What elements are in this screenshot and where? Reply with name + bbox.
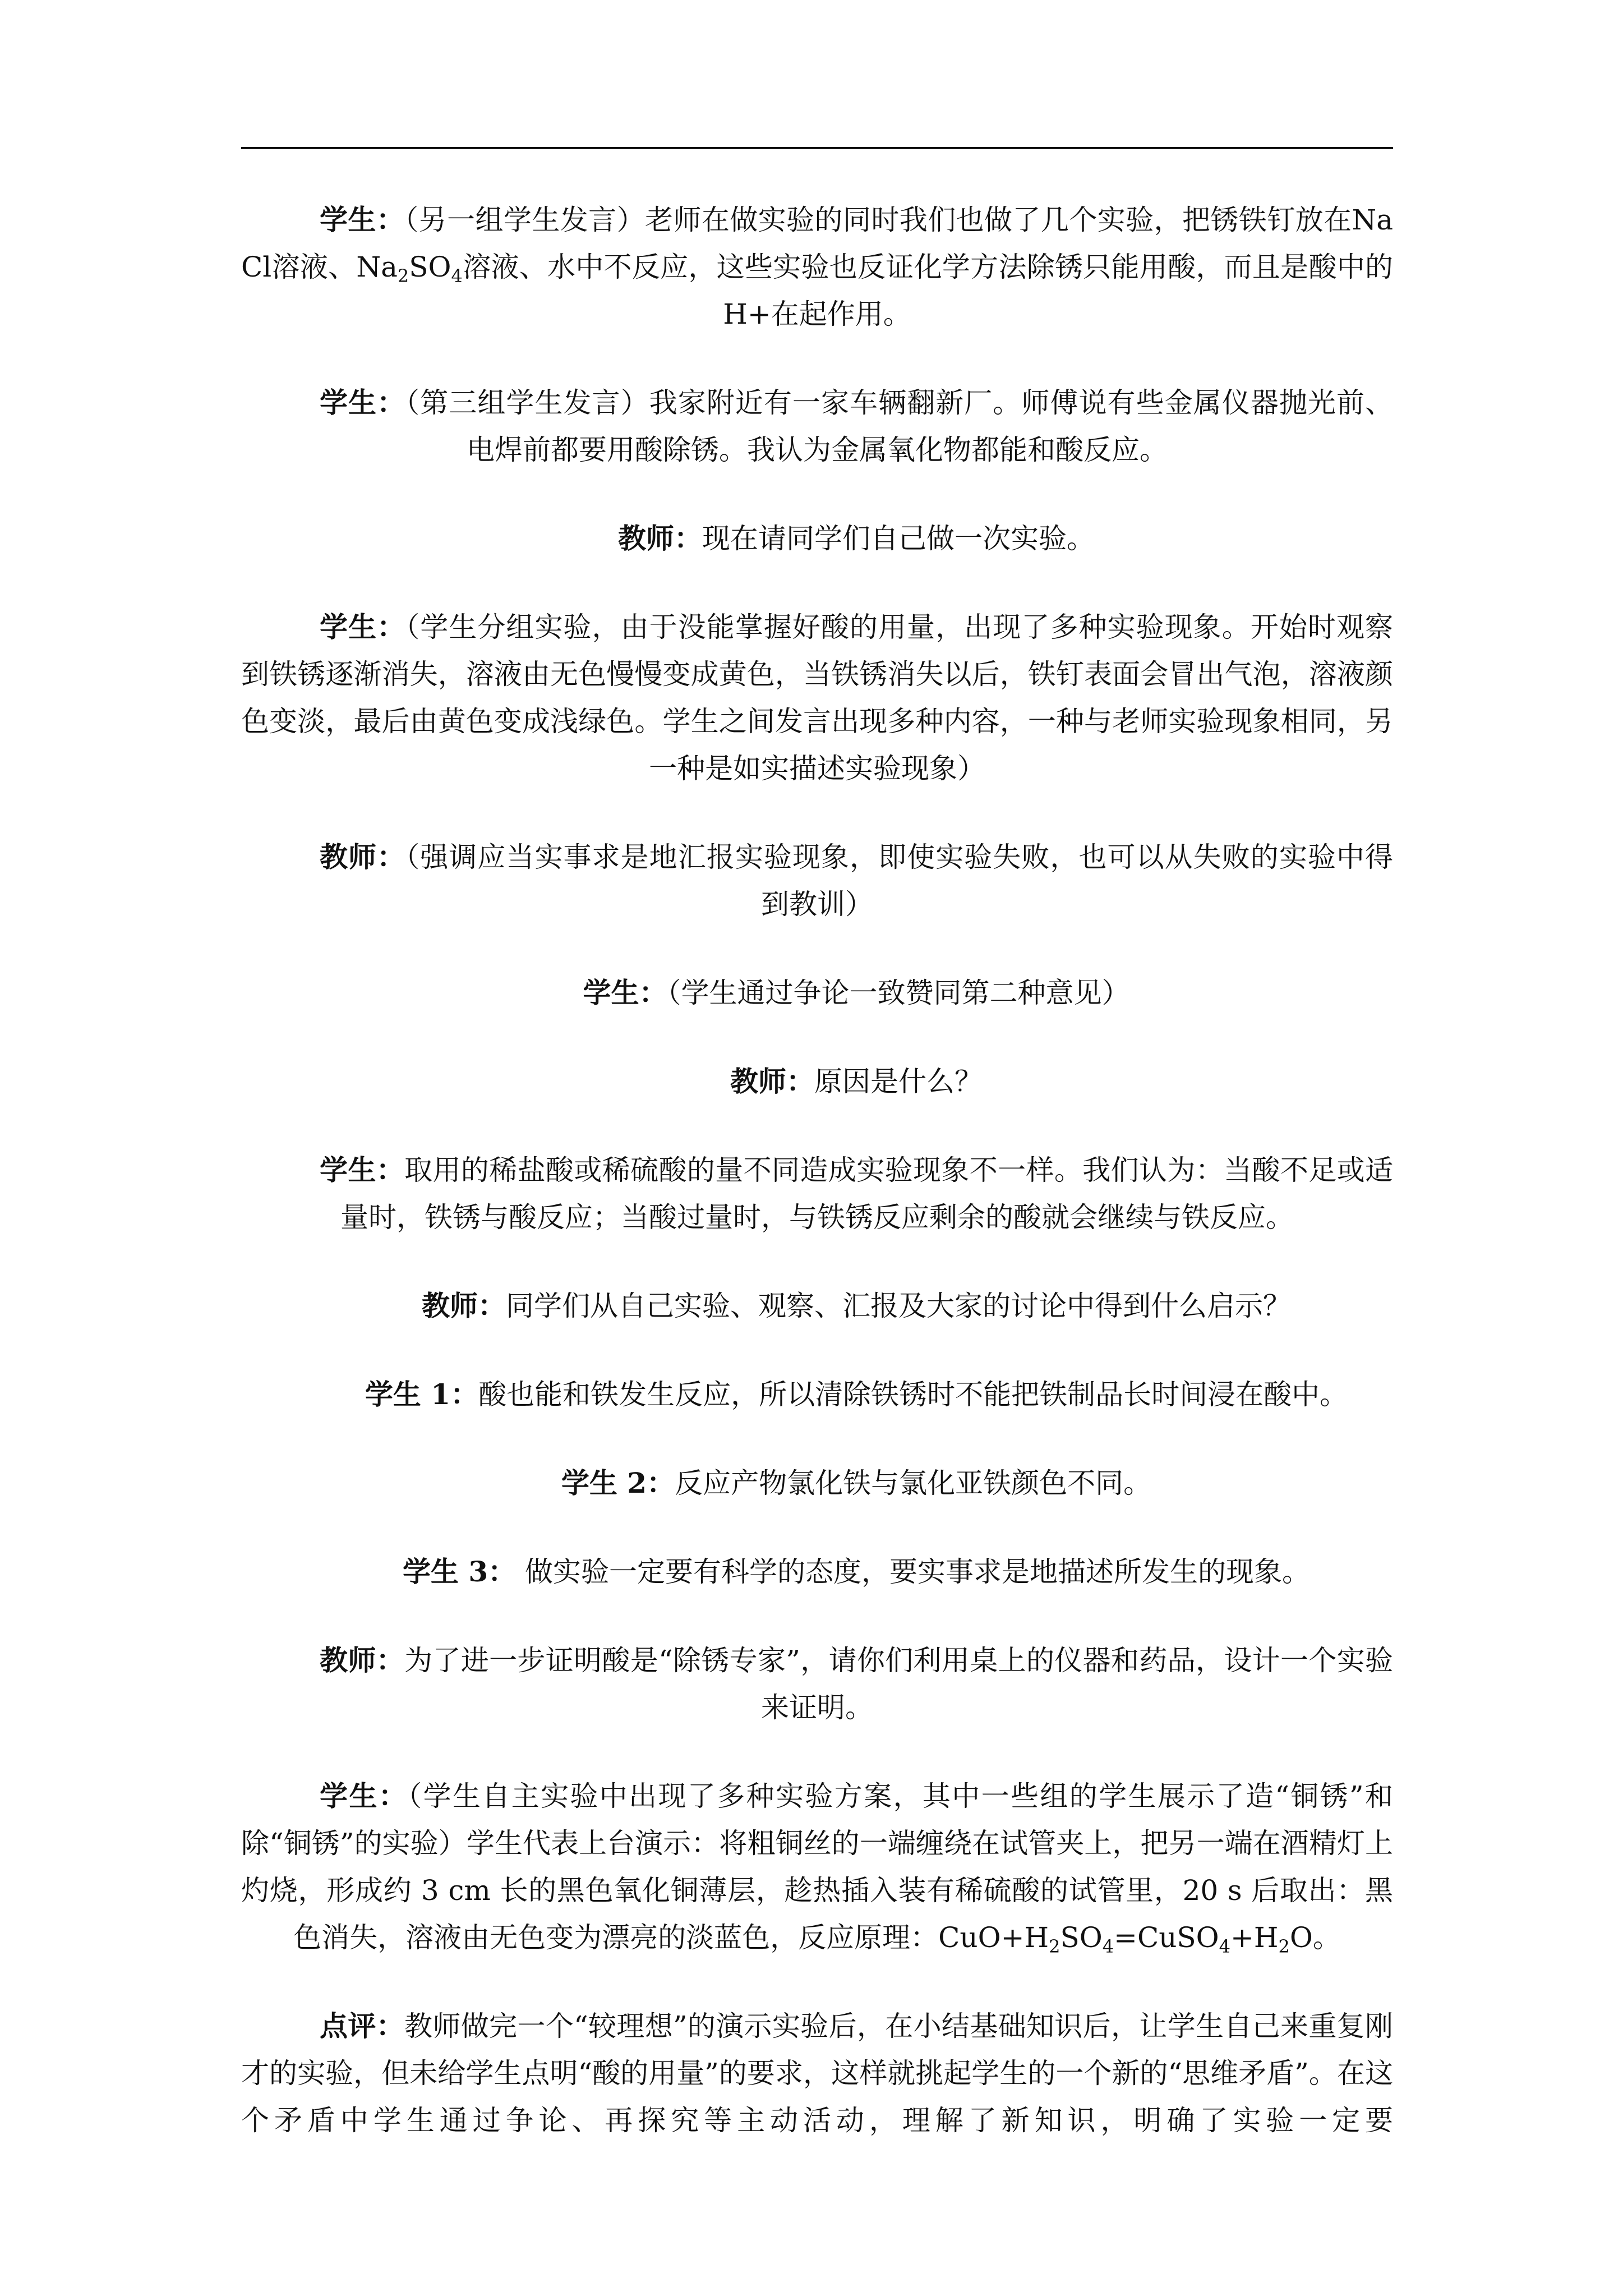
speaker-label: 教师： [730, 1065, 814, 1098]
paragraph-text: 溶液、水中不反应，这些实验也反证化学方法除锈只能用酸，而且是酸中的H+在起作用。 [462, 251, 1394, 330]
speaker-label: 学生： [320, 386, 406, 419]
dialogue-paragraph [241, 1773, 1393, 1961]
paragraph-text: （学生分组实验，由于没能掌握好酸的用量，出现了多种实验现象。开始时观察到铁锈逐渐消失，溶液由无色慢慢变成黄色，当铁锈消失以后，铁钉表面会冒出气泡，溶液颜色变淡，最后由黄色变成浅绿色。学生之间发言出现多种内容，一种与老师实验现象相同，另一种是如实描述实验现象） [241, 611, 1394, 785]
speaker-label: 学生 3： [402, 1555, 517, 1588]
dialogue-paragraph [241, 515, 1393, 562]
speaker-label: 教师： [422, 1289, 506, 1322]
paragraph-text: 取用的稀盐酸或稀硫酸的量不同造成实验现象不一样。我们认为：当酸不足或适量时，铁锈与酸反应；当酸过量时，与铁锈反应剩余的酸就会继续与铁反应。 [340, 1154, 1394, 1234]
paragraph-text: O。 [1289, 1921, 1341, 1954]
dialogue-paragraph [241, 1282, 1393, 1329]
header-rule [241, 147, 1393, 149]
paragraph-text: 原因是什么？ [814, 1065, 983, 1098]
paragraph-text: 教师做完一个“较理想”的演示实验后，在小结基础知识后，让学生自己来重复刚才的实验，但未给学生点明“酸的用量”的要求，这样就挑起学生的一个新的“思维矛盾”。在这个矛盾中学生通过争论、再探究等主动活动，理解了新知识，明确了实验一定要 [241, 2010, 1394, 2137]
paragraph-text: 反应产物氯化铁与氯化亚铁颜色不同。 [675, 1467, 1152, 1499]
speaker-label: 学生： [320, 203, 405, 236]
speaker-label: 点评： [320, 2009, 405, 2042]
dialogue-paragraph [241, 196, 1393, 338]
dialogue-paragraph [241, 969, 1393, 1016]
formula-subscript: 2 [397, 265, 409, 287]
paragraph-text: （学生自主实验中出现了多种实验方案，其中一些组的学生展示了造“铜锈”和除“铜锈”的实验）学生代表上台演示：将粗铜丝的一端缠绕在试管夹上，把另一端在酒精灯上灼烧，形成约 3 cm 长的黑色氧化铜薄层，趁热插入装有稀硫酸的试管里，20 s 后取出：黑色消失，溶液由无色变为漂亮的淡蓝色，反应原理：CuO+H [241, 1780, 1393, 1954]
dialogue-paragraph [241, 1058, 1393, 1105]
paragraph-text: （第三组学生发言）我家附近有一家车辆翻新厂。师傅说有些金属仪器抛光前、电焊前都要用酸除锈。我认为金属氧化物都能和酸反应。 [405, 386, 1394, 466]
dialogue-paragraph [241, 1637, 1393, 1731]
formula-subscript: 4 [1102, 1936, 1114, 1957]
dialogue-paragraph [241, 1371, 1393, 1418]
document-body [241, 196, 1393, 2185]
paragraph-text: =CuSO [1114, 1921, 1219, 1954]
speaker-label: 教师： [320, 840, 406, 873]
paragraph-text: （强调应当实事求是地汇报实验现象，即使实验失败，也可以从失败的实验中得到教训） [405, 841, 1394, 921]
paragraph-text: 做实验一定要有科学的态度，要实事求是地描述所发生的现象。 [516, 1556, 1311, 1588]
formula-subscript: 2 [1049, 1936, 1061, 1957]
speaker-label: 学生： [583, 976, 667, 1009]
paragraph-text: （另一组学生发言）老师在做实验的同时我们也做了几个实验，把锈铁钉放在NaCl溶液、Na [241, 204, 1394, 283]
dialogue-paragraph [241, 1548, 1393, 1595]
dialogue-paragraph [241, 834, 1393, 928]
speaker-label: 教师： [618, 522, 702, 555]
paragraph-text: （学生通过争论一致赞同第二种意见） [667, 977, 1130, 1009]
speaker-label: 学生 1： [365, 1378, 479, 1411]
paragraph-text: 同学们从自己实验、观察、汇报及大家的讨论中得到什么启示？ [506, 1290, 1291, 1322]
paragraph-text: 为了进一步证明酸是“除锈专家”，请你们利用桌上的仪器和药品，设计一个实验来证明。 [404, 1644, 1394, 1724]
paragraph-text: +H [1230, 1921, 1279, 1954]
formula-subscript: 2 [1278, 1936, 1290, 1957]
formula-subscript: 4 [1219, 1936, 1231, 1957]
paragraph-text: 现在请同学们自己做一次实验。 [702, 522, 1095, 555]
speaker-label: 学生 2： [561, 1466, 675, 1499]
dialogue-paragraph [241, 604, 1393, 792]
formula-subscript: 4 [451, 265, 463, 287]
speaker-label: 学生： [320, 610, 406, 643]
speaker-label: 学生： [320, 1153, 405, 1186]
speaker-label: 学生： [320, 1779, 408, 1812]
paragraph-text: SO [1060, 1921, 1103, 1954]
dialogue-paragraph [241, 2003, 1393, 2144]
paragraph-text: SO [409, 251, 451, 283]
dialogue-paragraph [241, 379, 1393, 473]
dialogue-paragraph [241, 1460, 1393, 1507]
dialogue-paragraph [241, 1147, 1393, 1241]
speaker-label: 教师： [320, 1644, 405, 1677]
paragraph-text: 酸也能和铁发生反应，所以清除铁锈时不能把铁制品长时间浸在酸中。 [478, 1378, 1348, 1411]
